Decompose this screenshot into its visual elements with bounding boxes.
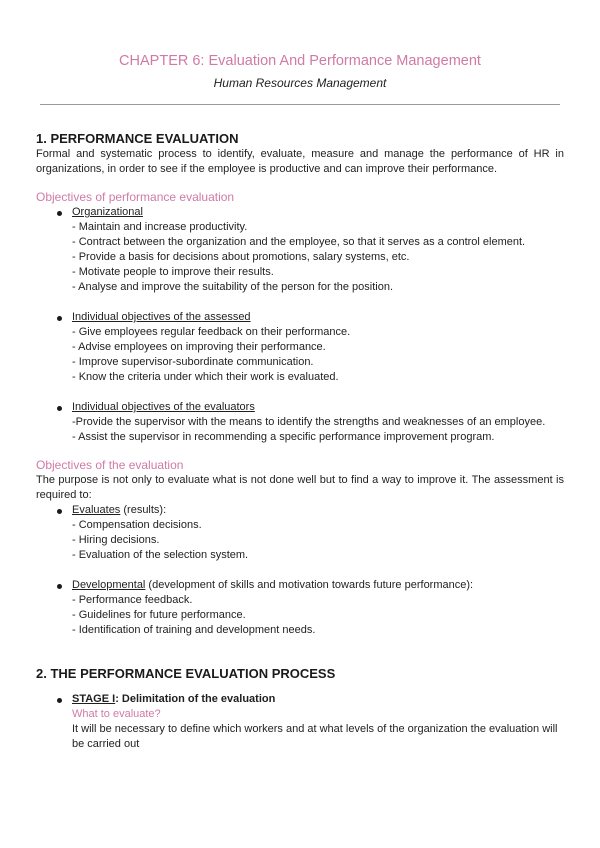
stage-subheading: What to evaluate? — [72, 708, 161, 720]
list-item-suffix: (development of skills and motivation towards future performance): — [145, 579, 474, 591]
list-line: - Performance feedback. — [72, 594, 193, 606]
list-item-evaluates — [56, 503, 564, 563]
document-header — [36, 0, 564, 91]
evaluation-list — [56, 503, 564, 638]
bullet-icon — [57, 584, 62, 589]
list-item-developmental — [56, 578, 564, 638]
section-heading-performance-evaluation: 1. PERFORMANCE EVALUATION — [36, 131, 239, 146]
stage-label: STAGE I — [72, 693, 116, 705]
list-item-title: Individual objectives of the evaluators — [72, 401, 255, 413]
bullet-icon — [57, 406, 62, 411]
list-item-title: Organizational — [72, 206, 143, 218]
list-line: - Give employees regular feedback on their performance. — [72, 326, 351, 338]
list-line: - Assist the supervisor in recommending a specific performance improvement program. — [72, 431, 495, 443]
list-line: -Provide the supervisor with the means to identify the strengths and weaknesses of an employee. — [72, 416, 546, 428]
stage-title: : Delimitation of the evaluation — [115, 693, 276, 705]
list-line: - Know the criteria under which their work is evaluated. — [72, 371, 339, 383]
bullet-icon — [57, 211, 62, 216]
list-line: - Guidelines for future performance. — [72, 609, 246, 621]
list-item-title: Individual objectives of the assessed — [72, 311, 251, 323]
list-line: - Maintain and increase productivity. — [72, 221, 248, 233]
list-item-title: Evaluates — [72, 504, 121, 516]
list-item-organizational — [56, 205, 564, 295]
list-line: - Provide a basis for decisions about promotions, salary systems, etc. — [72, 251, 410, 263]
stage-text: It will be necessary to define which workers and at what levels of the organization the evaluation will be carried out — [72, 723, 558, 750]
list-item-stage-1 — [56, 692, 564, 752]
list-line: - Advise employees on improving their performance. — [72, 341, 326, 353]
list-line: - Identification of training and development needs. — [72, 624, 316, 636]
bullet-icon — [57, 316, 62, 321]
list-item-assessed — [56, 310, 564, 385]
chapter-title: CHAPTER 6: Evaluation And Performance Management — [119, 53, 481, 69]
list-line: - Contract between the organization and the employee, so that it serves as a control element. — [72, 236, 526, 248]
evaluation-intro-paragraph: The purpose is not only to evaluate what is not done well but to find a way to improve it. The assessment is required to: — [36, 474, 564, 501]
document-subtitle: Human Resources Management — [213, 76, 387, 90]
list-item-evaluators — [56, 400, 564, 445]
bullet-icon — [57, 509, 62, 514]
header-divider — [40, 104, 560, 105]
bullet-icon — [57, 698, 62, 703]
list-line: - Hiring decisions. — [72, 534, 160, 546]
section-heading-evaluation-process: 2. THE PERFORMANCE EVALUATION PROCESS — [36, 666, 336, 681]
list-line: - Compensation decisions. — [72, 519, 202, 531]
list-item-suffix: (results): — [120, 504, 167, 516]
list-line: - Analyse and improve the suitability of the person for the position. — [72, 281, 394, 293]
stage-list — [56, 692, 564, 752]
definition-paragraph: Formal and systematic process to identify, evaluate, measure and manage the performance of HR in organizations, in order to see if the employee is productive and can improve their performance. — [36, 148, 564, 175]
subheading-objectives-performance-evaluation: Objectives of performance evaluation — [36, 190, 235, 204]
list-item-title: Developmental — [72, 579, 146, 591]
objectives-list — [56, 205, 564, 445]
list-line: - Improve supervisor-subordinate communication. — [72, 356, 314, 368]
list-line: - Motivate people to improve their results. — [72, 266, 274, 278]
list-line: - Evaluation of the selection system. — [72, 549, 249, 561]
subheading-objectives-evaluation: Objectives of the evaluation — [36, 458, 184, 472]
